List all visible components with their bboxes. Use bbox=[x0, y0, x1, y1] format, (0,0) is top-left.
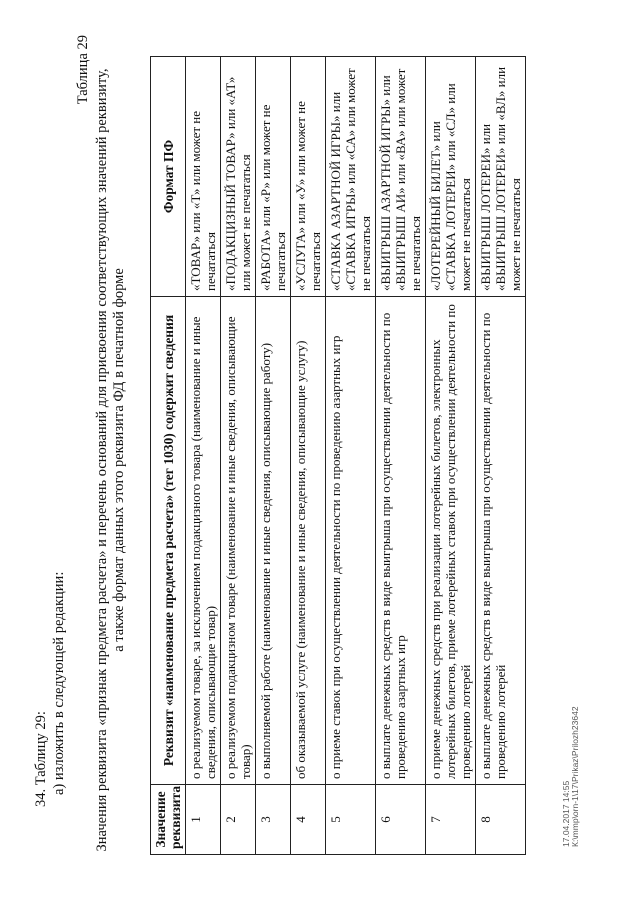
row-value: 3 bbox=[256, 785, 291, 855]
row-description: о приеме ставок при осуществлении деятельности по проведению азартных игр bbox=[326, 297, 376, 785]
rotated-sheet bbox=[32, 35, 592, 855]
header-value: Значение реквизита bbox=[151, 785, 186, 855]
row-format: «РАБОТА» или «Р» или может не печататься bbox=[256, 57, 291, 297]
row-description: о реализуемом подакцизном товаре (наименование и иные сведения, описывающие товар) bbox=[221, 297, 256, 785]
print-stamp bbox=[562, 706, 580, 847]
row-description: о выплате денежных средств в виде выигрыша при осуществлении деятельности по проведению азартных игр bbox=[376, 297, 426, 785]
row-value: 4 bbox=[291, 785, 326, 855]
amendment-subitem: а) изложить в следующей редакции: bbox=[51, 571, 67, 795]
table-row bbox=[256, 57, 291, 855]
stamp-path: К:\mmp\orn-1\17\Prikaz\Prilozh23642 bbox=[570, 706, 580, 847]
row-format: «ТОВАР» или «Т» или может не печататься bbox=[186, 57, 221, 297]
table-caption: Таблица 29 bbox=[75, 35, 91, 105]
row-format: «УСЛУГА» или «У» или может не печататься bbox=[291, 57, 326, 297]
row-format: «ПОДАКЦИЗНЫЙ ТОВАР» или «АТ» или может не печататься bbox=[221, 57, 256, 297]
table-row bbox=[476, 57, 526, 855]
row-description: о реализуемом товаре, за исключением подакцизного товара (наименование и иные сведения, описывающие товар) bbox=[186, 297, 221, 785]
row-value: 5 bbox=[326, 785, 376, 855]
row-value: 2 bbox=[221, 785, 256, 855]
header-format: Формат ПФ bbox=[151, 57, 186, 297]
row-description: о выполняемой работе (наименование и иные сведения, описывающие работу) bbox=[256, 297, 291, 785]
row-format: «СТАВКА АЗАРТНОЙ ИГРЫ» или «СТАВКА ИГРЫ» или «СА» или может не печататься bbox=[326, 57, 376, 297]
requisite-table bbox=[150, 56, 526, 855]
table-row bbox=[376, 57, 426, 855]
row-format: «ВЫИГРЫШ ЛОТЕРЕИ» или «ВЫИГРЫШ ЛОТЕРЕИ» или «ВЛ» или может не печататься bbox=[476, 57, 526, 297]
row-value: 8 bbox=[476, 785, 526, 855]
row-format: «ВЫИГРЫШ АЗАРТНОЙ ИГРЫ» или «ВЫИГРЫШ АИ» или «ВА» или может не печататься bbox=[376, 57, 426, 297]
row-value: 6 bbox=[376, 785, 426, 855]
amendment-item: 34. Таблицу 29: bbox=[33, 711, 49, 807]
table-header-row bbox=[151, 57, 186, 855]
row-description: о приеме денежных средств при реализации лотерейных билетов, электронных лотерейных билетов, приеме лотерейных ставок при осуществлении деятельности по проведению лотерей bbox=[426, 297, 476, 785]
row-value: 1 bbox=[186, 785, 221, 855]
table-row bbox=[186, 57, 221, 855]
table-row bbox=[326, 57, 376, 855]
table-row bbox=[426, 57, 476, 855]
row-format: «ЛОТЕРЕЙНЫЙ БИЛЕТ» или «СТАВКА ЛОТЕРЕИ» или «СЛ» или может не печататься bbox=[426, 57, 476, 297]
table-row bbox=[291, 57, 326, 855]
table-row bbox=[221, 57, 256, 855]
table-intro: Значения реквизита «признак предмета расчета» и перечень оснований для присвоения соответствующих значений реквизиту, а также формат данных этого реквизита ФД в печатной форме bbox=[94, 68, 127, 852]
row-value: 7 bbox=[426, 785, 476, 855]
stamp-date: 17.04.2017 14:55 bbox=[561, 780, 571, 847]
header-requisite: Реквизит «наименование предмета расчета» (тег 1030) содержит сведения bbox=[151, 297, 186, 785]
row-description: об оказываемой услуге (наименование и иные сведения, описывающие услугу) bbox=[291, 297, 326, 785]
row-description: о выплате денежных средств в виде выигрыша при осуществлении деятельности по проведению лотерей bbox=[476, 297, 526, 785]
